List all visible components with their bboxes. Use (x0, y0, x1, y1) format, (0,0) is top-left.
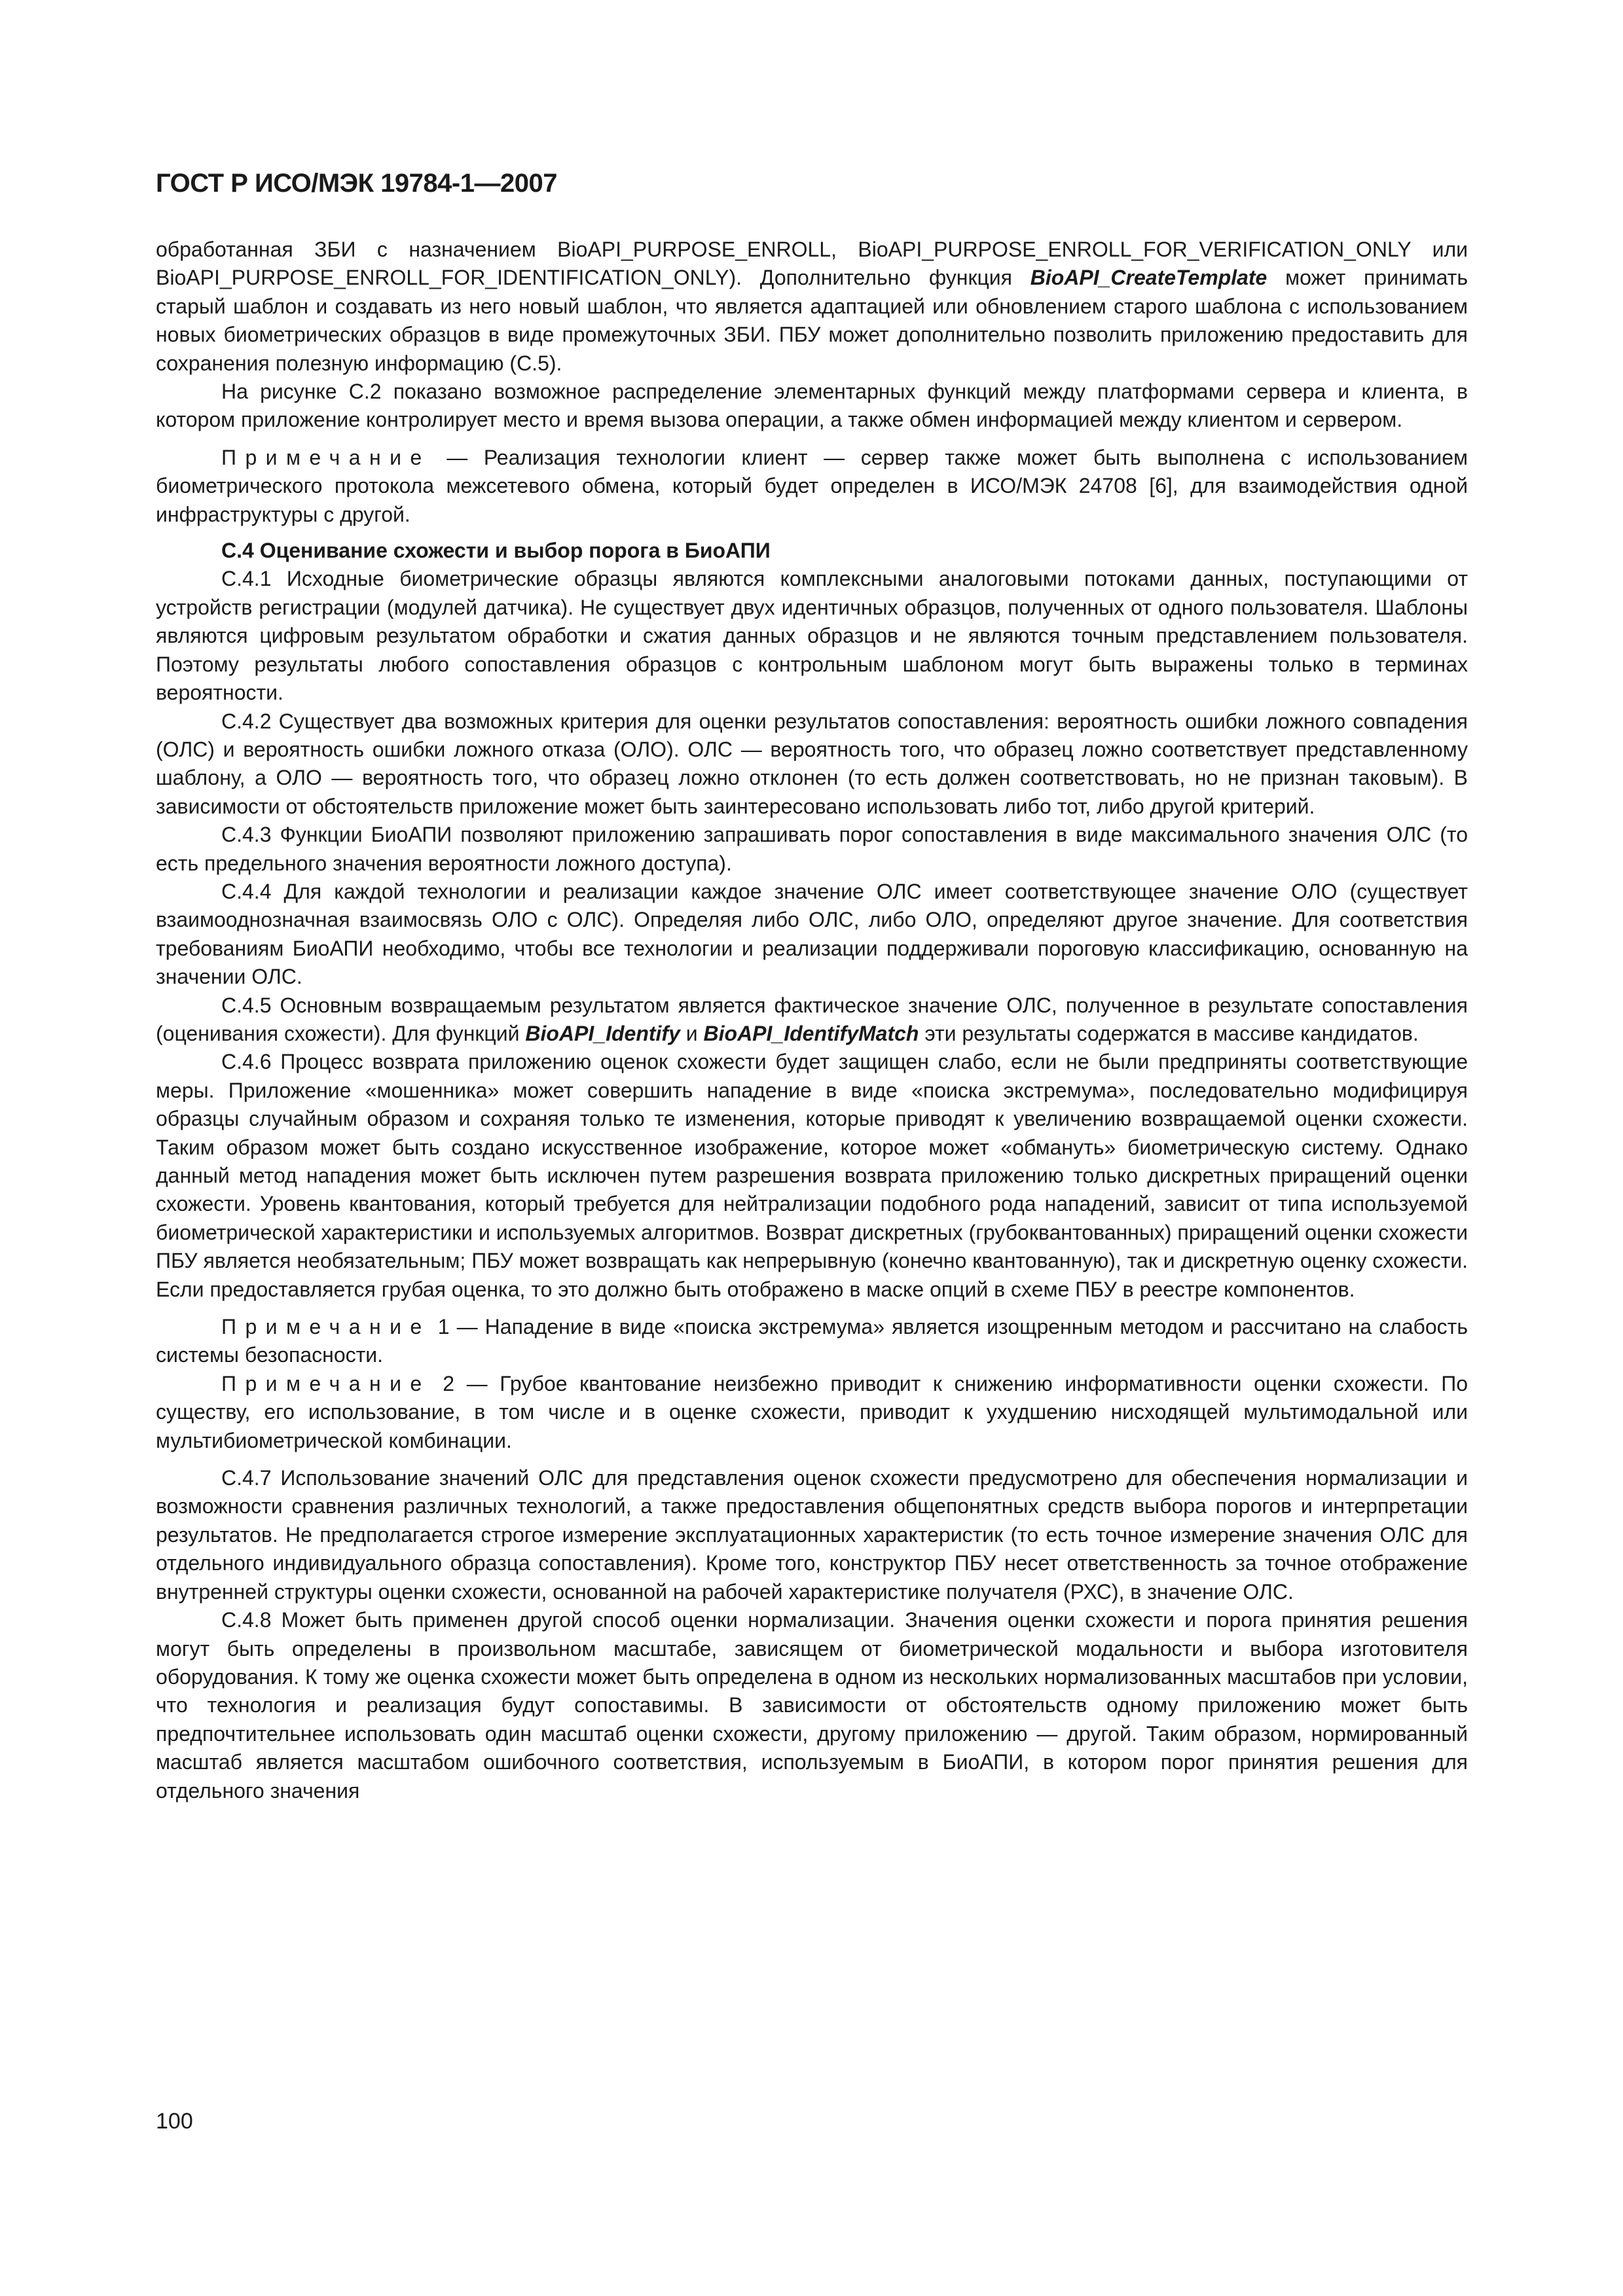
clause-c4-2: С.4.2 Существует два возможных критерия для оценки результатов сопоставления: вероятность ошибки ложного совпадения (ОЛС) и вероятность ошибки ложного отказа (ОЛО). ОЛС — вероятность того, что образец ложно соответствует представленному шаблону, а ОЛО — вероятность того, что образец ложно отклонен (то есть должен соответствовать, но не признан таковым). В зависимости от обстоятельств приложение может быть заинтересовано использовать либо тот, либо другой критерий. (156, 709, 1468, 818)
document-header: ГОСТ Р ИСО/МЭК 19784-1—2007 (156, 169, 557, 198)
clause-text: С.4.5 Основным возвращаемым результатом является фактическое значение ОЛС, полученное в результате сопоставления (оценивания схожести). Для функций (156, 993, 1468, 1045)
note-quantization (156, 1370, 1468, 1455)
note-label: Примечание (221, 445, 431, 469)
clause-text: и (680, 1021, 704, 1045)
paragraph-text: может принимать старый шаблон и создавать из него новый шаблон, что является адаптацией или обновлением старого шаблона с использованием новых биометрических образцов в виде промежуточных ЗБИ. ПБУ может дополнительно позволить приложению предоставить для сохранения полезную информацию (С.5). (156, 266, 1468, 375)
note-text: 1 — Нападение в виде «поиска экстремума» является изощренным методом и рассчитано на слабость системы безопасности. (156, 1315, 1468, 1367)
page-number: 100 (156, 2109, 193, 2134)
function-name: BioAPI_CreateTemplate (1030, 266, 1267, 290)
function-name: BioAPI_Identify (525, 1021, 680, 1045)
clause-c4-5 (156, 992, 1468, 1049)
note-label: Примечание (221, 1315, 431, 1339)
clause-c4-7: С.4.7 Использование значений ОЛС для представления оценок схожести предусмотрено для обеспечения нормализации и возможности сравнения различных технологий, а также предоставления общепонятных средств выбора порогов и интерпретации результатов. Не предполагается строгое измерение эксплуатационных характеристик (то есть точное измерение значения ОЛС для отдельного индивидуального образца сопоставления). Кроме того, конструктор ПБУ несет ответственность за точное отображение внутренней структуры оценки схожести, основанной на рабочей характеристике получателя (РХС), в значение ОЛС. (156, 1466, 1468, 1604)
note-text: 2 — Грубое квантование неизбежно приводит к снижению информативности оценки схожести. По существу, его использование, в том числе и в оценке схожести, приводит к ухудшению нисходящей мультимодальной или мультибиометрической комбинации. (156, 1371, 1468, 1452)
function-name: BioAPI_IdentifyMatch (703, 1021, 919, 1045)
paragraph-enroll-purpose (156, 236, 1468, 378)
clause-c4-3: С.4.3 Функции БиоАПИ позволяют приложению запрашивать порог сопоставления в виде максимального значения ОЛС (то есть предельного значения вероятности ложного доступа). (156, 823, 1468, 875)
clause-c4-8: С.4.8 Может быть применен другой способ оценки нормализации. Значения оценки схожести и порога принятия решения могут быть определены в произвольном масштабе, зависящем от биометрической модальности и выбора изготовителя оборудования. К тому же оценка схожести может быть определена в одном из нескольких нормализованных масштабов при условии, что технология и реализация будут сопоставимы. В зависимости от обстоятельств одному приложению может быть предпочтительнее использовать один масштаб оценки схожести, другому приложению — другой. Таким образом, нормированный масштаб является масштабом ошибочного соответствия, используемым в БиоАПИ, в котором порог принятия решения для отдельного значения (156, 1608, 1468, 1803)
clause-c4-4: С.4.4 Для каждой технологии и реализации каждое значение ОЛС имеет соответствующее значение ОЛО (существует взаимооднозначная взаимосвязь ОЛО с ОЛС). Определяя либо ОЛС, либо ОЛО, определяют другое значение. Для соответствия требованиям БиоАПИ необходимо, чтобы все технологии и реализации поддерживали пороговую классификацию, основанную на значении ОЛС. (156, 879, 1468, 989)
paragraph-figure-c2: На рисунке С.2 показано возможное распределение элементарных функций между платформами сервера и клиента, в котором приложение контролирует место и время вызова операции, а также обмен информацией между клиентом и сервером. (156, 380, 1468, 432)
note-label: Примечание (221, 1371, 431, 1395)
paragraph-text: обработанная ЗБИ с назначением BioAPI_PURPOSE_ENROLL, BioAPI_PURPOSE_ENROLL_FOR_VERIFICATION_ONLY или BioAPI_PURPOSE_ENROLL_FOR_IDENTIFICATION_ONLY). Дополнительно функция (156, 238, 1468, 290)
section-heading-c4: С.4 Оценивание схожести и выбор порога в БиоАПИ (221, 539, 771, 563)
clause-c4-6: С.4.6 Процесс возврата приложению оценок схожести будет защищен слабо, если не были предприняты соответствующие меры. Приложение «мошенника» может совершить нападение в виде «поиска экстремума», последовательно модифицируя образцы случайным образом и сохраняя только те изменения, которые приводят к увеличению возвращаемой оценки схожести. Таким образом может быть создано искусственное изображение, которое может «обмануть» биометрическую систему. Однако данный метод нападения может быть исключен путем разрешения возврата приложению только дискретных приращений оценки схожести. Уровень квантования, который требуется для нейтрализации подобного рода нападений, зависит от типа используемой биометрической характеристики и используемых алгоритмов. Возврат дискретных (грубоквантованных) приращений оценки схожести ПБУ является необязательным; ПБУ может возвращать как непрерывную (конечно квантованную), так и дискретную оценку схожести. Если предоставляется грубая оценка, то это должно быть отображено в маске опций в схеме ПБУ в реестре компонентов. (156, 1050, 1468, 1301)
clause-c4-1: С.4.1 Исходные биометрические образцы являются комплексными аналоговыми потоками данных, поступающими от устройств регистрации (модулей датчика). Не существует двух идентичных образцов, полученных от одного пользователя. Шаблоны являются цифровым результатом обработки и сжатия данных образцов и не являются точным представлением пользователя. Поэтому результаты любого сопоставления образцов с контрольным шаблоном могут быть выражены только в терминах вероятности. (156, 567, 1468, 705)
note-hill-climbing (156, 1313, 1468, 1370)
note-client-server (156, 444, 1468, 529)
clause-text: эти результаты содержатся в массиве кандидатов. (919, 1021, 1419, 1045)
note-text: — Реализация технологии клиент — сервер также может быть выполнена с использованием биометрического протокола межсетевого обмена, который будет определен в ИСО/МЭК 24708 [6], для взаимодействия одной инфраструктуры с другой. (156, 445, 1468, 526)
document-body (156, 236, 1468, 1805)
